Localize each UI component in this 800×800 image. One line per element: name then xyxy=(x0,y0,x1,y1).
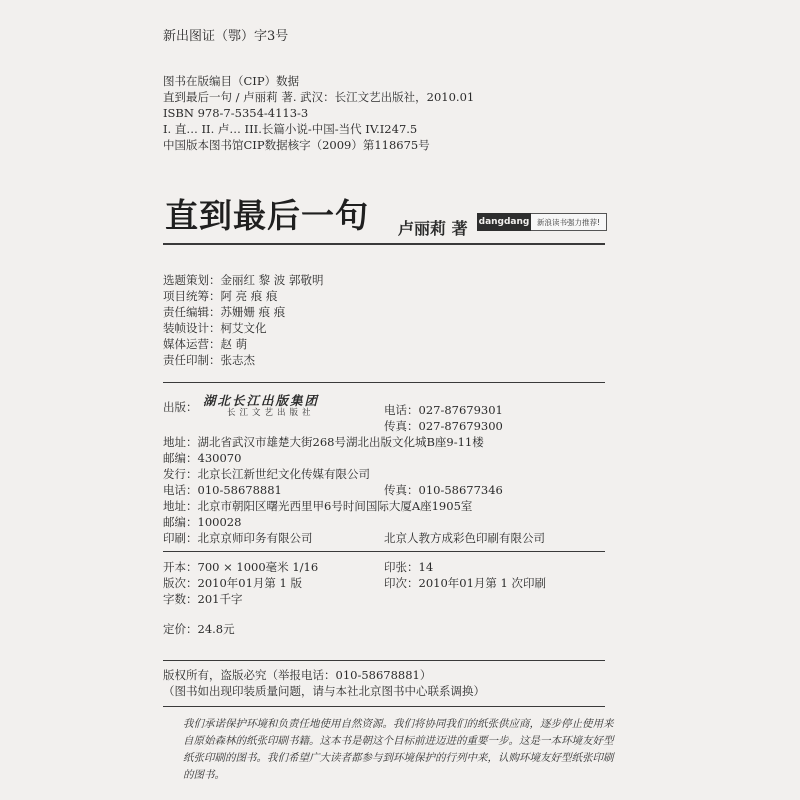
spec-price: 定价：24.8元 xyxy=(163,622,235,636)
credit-line: 选题策划：金丽红 黎 波 郭敬明 xyxy=(163,273,324,287)
divider xyxy=(163,706,605,707)
book-author: 卢丽莉 著 xyxy=(398,219,468,238)
spec-words: 字数：201千字 xyxy=(163,592,243,606)
license-number: 新出图证（鄂）字3号 xyxy=(163,29,289,44)
credit-line: 责任编辑：苏姗姗 痕 痕 xyxy=(163,305,286,319)
environment-note: 我们承诺保护环境和负责任地使用自然资源。我们将协同我们的纸张供应商，逐步停止使用来自原始森林的纸张印刷书籍。这本书是朝这个目标前进迈进的重要一步。这是一本环境友好型纸张印刷的图书。我们希望广大读者都参与到环境保护的行列中来，认购环境友好型纸张印刷的图书。 xyxy=(183,718,614,781)
quality-notice: （图书如出现印装质量问题，请与本社北京图书中心联系调换） xyxy=(163,684,485,698)
divider xyxy=(163,551,605,552)
publisher-label: 出版： xyxy=(163,400,198,414)
divider xyxy=(163,660,605,661)
publisher-seal-sub: 长江文艺出版社 xyxy=(227,408,315,418)
spec-edition: 版次：2010年01月第 1 版 xyxy=(163,576,303,590)
distributor-postcode: 邮编：100028 xyxy=(163,515,242,529)
printer-primary: 印刷：北京京师印务有限公司 xyxy=(163,531,313,545)
cip-line: ISBN 978-7-5354-4113-3 xyxy=(163,106,309,120)
spec-format: 开本：700 × 1000毫米 1/16 xyxy=(163,560,319,574)
publisher-seal-name: 湖北长江出版集团 xyxy=(203,393,320,408)
distributor-phone: 电话：010-58678881 xyxy=(163,483,282,497)
spec-impression: 印次：2010年01月第 1 次印刷 xyxy=(384,576,547,590)
distributor-address: 地址：北京市朝阳区曙光西里甲6号时间国际大厦A座1905室 xyxy=(163,499,473,513)
divider xyxy=(163,382,605,383)
cip-line: I. 直… II. 卢… III.长篇小说-中国-当代 IV.I247.5 xyxy=(163,122,418,136)
publisher-seal xyxy=(203,394,353,419)
rights-notice: 版权所有，盗版必究（举报电话：010-58678881） xyxy=(163,668,432,682)
cip-line: 中国版本图书馆CIP数据核字（2009）第118675号 xyxy=(163,138,430,152)
recommend-tag: 新浪读书强力推荐! xyxy=(531,213,607,231)
publisher-address: 地址：湖北省武汉市雄楚大街268号湖北出版文化城B座9-11楼 xyxy=(163,435,484,449)
divider xyxy=(163,243,605,245)
cip-header: 图书在版编目（CIP）数据 xyxy=(163,74,300,88)
book-title: 直到最后一句 xyxy=(165,196,369,235)
printer-secondary: 北京人教方成彩色印刷有限公司 xyxy=(384,531,545,545)
recommend-badge xyxy=(477,213,607,231)
credit-line: 责任印制：张志杰 xyxy=(163,353,255,367)
cip-line: 直到最后一句 / 卢丽莉 著. 武汉：长江文艺出版社，2010.01 xyxy=(163,90,475,104)
publisher-phone: 电话：027-87679301 xyxy=(384,403,503,417)
publisher-fax: 传真：027-87679300 xyxy=(384,419,503,433)
distributor-fax: 传真：010-58677346 xyxy=(384,483,503,497)
credit-line: 项目统筹：阿 亮 痕 痕 xyxy=(163,289,278,303)
dangdang-logo-icon: dangdang xyxy=(477,213,531,231)
credit-line: 媒体运营：赵 萌 xyxy=(163,337,248,351)
spec-sheets: 印张：14 xyxy=(384,560,434,574)
distributor-name: 发行：北京长江新世纪文化传媒有限公司 xyxy=(163,467,370,481)
publisher-postcode: 邮编：430070 xyxy=(163,451,242,465)
credit-line: 装帧设计：柯艾文化 xyxy=(163,321,267,335)
